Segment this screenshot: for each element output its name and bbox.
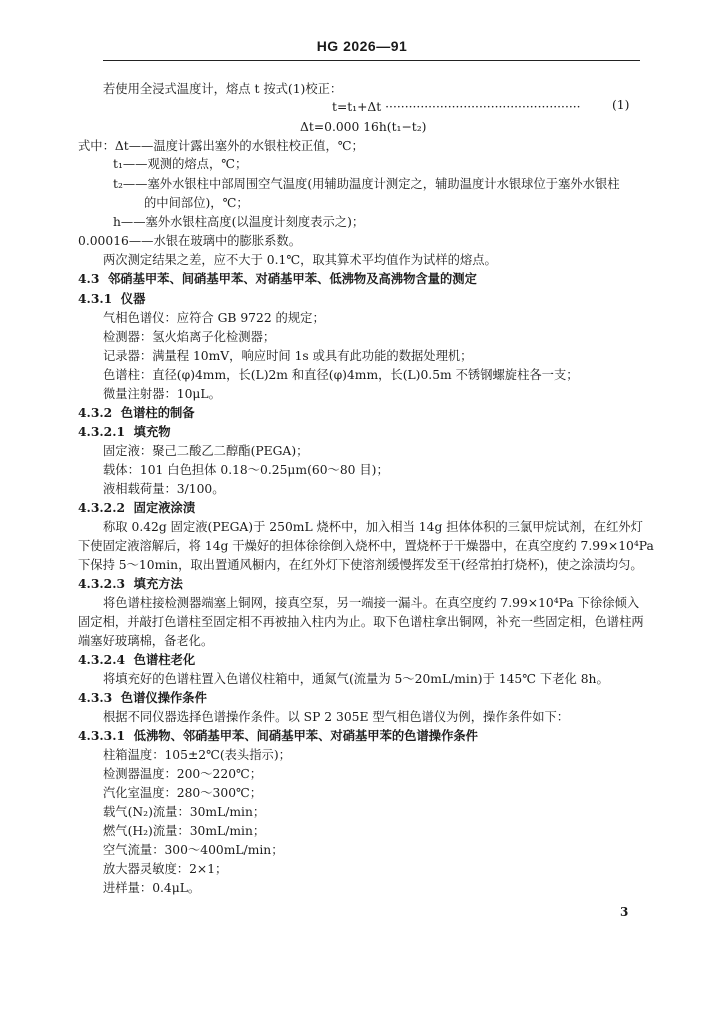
section-number: 4.3.3 <box>78 690 113 705</box>
section-number: 4.3.2.4 <box>78 652 126 667</box>
formula-intro: 若使用全浸式温度计，熔点 t 按式(1)校正： <box>103 82 343 96</box>
standard-header: HG 2026—91 <box>316 38 408 54</box>
definition-h <box>113 213 364 231</box>
instrument-item: 微量注射器：10μL。 <box>103 387 221 401</box>
section-title: 色谱柱老化 <box>133 652 196 667</box>
section-title: 低沸物、邻硝基甲苯、间硝基甲苯、对硝基甲苯的色谱操作条件 <box>133 728 478 743</box>
section-4-3-3-heading <box>78 689 207 707</box>
equation-1-number: (1) <box>612 98 630 112</box>
section-number: 4.3.2.3 <box>78 576 126 591</box>
condition-item: 放大器灵敏度：2×1； <box>103 862 228 876</box>
page-number: 3 <box>620 905 629 919</box>
aging-line: 将填充好的色谱柱置入色谱仪柱箱中，通氮气(流量为 5～20mL/min)于 145℃ 下老化 8h。 <box>103 672 609 686</box>
section-number: 4.3.2 <box>78 405 113 420</box>
packing-item: 液相载荷量：3/100。 <box>103 482 225 496</box>
definition-text: ——水银在玻璃中的膨胀系数。 <box>128 234 302 248</box>
definition-symbol: t₂ <box>113 177 123 191</box>
condition-item: 进样量：0.4μL。 <box>103 881 201 895</box>
definition-symbol: t₁ <box>113 157 123 171</box>
equation-1: t=t₁+Δt ·················································· <box>332 100 581 114</box>
section-4-3-1-heading <box>78 290 145 308</box>
paragraph-two-results: 两次测定结果之差，应不大于 0.1℃，取其算术平均值作为试样的熔点。 <box>103 253 497 267</box>
section-4-3-2-4-heading <box>78 651 195 669</box>
section-title: 色谱柱的制备 <box>120 405 195 420</box>
definition-symbol: 式中：Δt <box>78 139 129 153</box>
definition-text: ——塞外水银柱高度(以温度计刻度表示之)； <box>120 215 365 229</box>
section-number: 4.3.2.1 <box>78 424 126 439</box>
section-number: 4.3.2.2 <box>78 500 126 515</box>
section-4-3-2-1-heading <box>78 423 171 441</box>
condition-item: 载气(N₂)流量：30mL/min； <box>103 805 266 819</box>
section-4-3-2-3-heading <box>78 575 183 593</box>
section-number: 4.3.1 <box>78 291 113 306</box>
coating-line: 下使固定液溶解后，将 14g 干燥好的担体徐徐倒入烧杯中，置烧杯于干燥器中，在真空度约 7.99×10⁴Pa <box>78 539 654 553</box>
definition-t2-cont: 的中间部位)，℃； <box>144 196 249 210</box>
section-4-3-heading <box>78 270 477 288</box>
condition-item: 柱箱温度：105±2℃(表头指示)； <box>103 748 291 762</box>
definition-delta-t <box>78 137 364 155</box>
section-4-3-2-heading <box>78 404 195 422</box>
definition-symbol: 0.00016 <box>78 234 129 248</box>
filling-line: 固定相，并敲打色谱柱至固定相不再被抽入柱内为止。取下色谱柱拿出铜网，补充一些固定相，色谱柱两 <box>78 615 644 629</box>
section-title: 填充方法 <box>133 576 183 591</box>
condition-item: 检测器温度：200～220℃； <box>103 767 263 781</box>
coating-line: 下保持 5～10min，取出置通风橱内，在红外灯下使溶剂缓慢挥发至干(经常拍打烧杯)，使之涂渍均匀。 <box>78 558 643 572</box>
definition-text: ——观测的熔点，℃； <box>122 157 248 171</box>
packing-item: 固定液：聚己二酸乙二醇酯(PEGA)； <box>103 444 309 458</box>
equation-2: Δt=0.000 16h(t₁−t₂) <box>300 120 427 134</box>
definition-t2 <box>113 175 620 193</box>
section-4-3-3-1-heading <box>78 727 478 745</box>
instrument-item: 气相色谱仪：应符合 GB 9722 的规定； <box>103 311 325 325</box>
packing-item: 载体：101 白色担体 0.18～0.25μm(60～80 目)； <box>103 463 389 477</box>
section-4-3-2-2-heading <box>78 499 195 517</box>
operating-conditions-line: 根据不同仪器选择色谱操作条件。以 SP 2 305E 型气相色谱仪为例，操作条件如下： <box>103 710 570 724</box>
definition-text: ——温度计露出塞外的水银柱校正值，℃； <box>128 139 364 153</box>
header-rule <box>103 60 640 61</box>
condition-item: 汽化室温度：280～300℃； <box>103 786 263 800</box>
section-title: 色谱仪操作条件 <box>120 690 207 705</box>
coating-line: 称取 0.42g 固定液(PEGA)于 250mL 烧杯中，加入相当 14g 担体体积的三氯甲烷试剂，在红外灯 <box>103 520 643 534</box>
definition-symbol: h <box>113 215 121 229</box>
definition-coefficient <box>78 232 301 250</box>
filling-line: 将色谱柱接检测器端塞上铜网，接真空泵，另一端接一漏斗。在真空度约 7.99×10⁴Pa 下徐徐倾入 <box>103 596 640 610</box>
section-title: 邻硝基甲苯、间硝基甲苯、对硝基甲苯、低沸物及高沸物含量的测定 <box>107 271 477 286</box>
section-number: 4.3.3.1 <box>78 728 126 743</box>
definition-t1 <box>113 155 247 173</box>
section-title: 固定液涂渍 <box>133 500 196 515</box>
section-title: 仪器 <box>120 291 146 306</box>
filling-line: 端塞好玻璃棉，备老化。 <box>78 634 214 648</box>
condition-item: 燃气(H₂)流量：30mL/min； <box>103 824 266 838</box>
section-number: 4.3 <box>78 271 100 286</box>
condition-item: 空气流量：300～400mL/min； <box>103 843 284 857</box>
instrument-item: 色谱柱：直径(φ)4mm，长(L)2m 和直径(φ)4mm，长(L)0.5m 不锈钢螺旋柱各一支； <box>103 368 579 382</box>
definition-text: ——塞外水银柱中部周围空气温度(用辅助温度计测定之，辅助温度计水银球位于塞外水银柱 <box>122 177 620 191</box>
section-title: 填充物 <box>133 424 171 439</box>
instrument-item: 记录器：满量程 10mV，响应时间 1s 或具有此功能的数据处理机； <box>103 349 473 363</box>
instrument-item: 检测器：氢火焰离子化检测器； <box>103 330 276 344</box>
